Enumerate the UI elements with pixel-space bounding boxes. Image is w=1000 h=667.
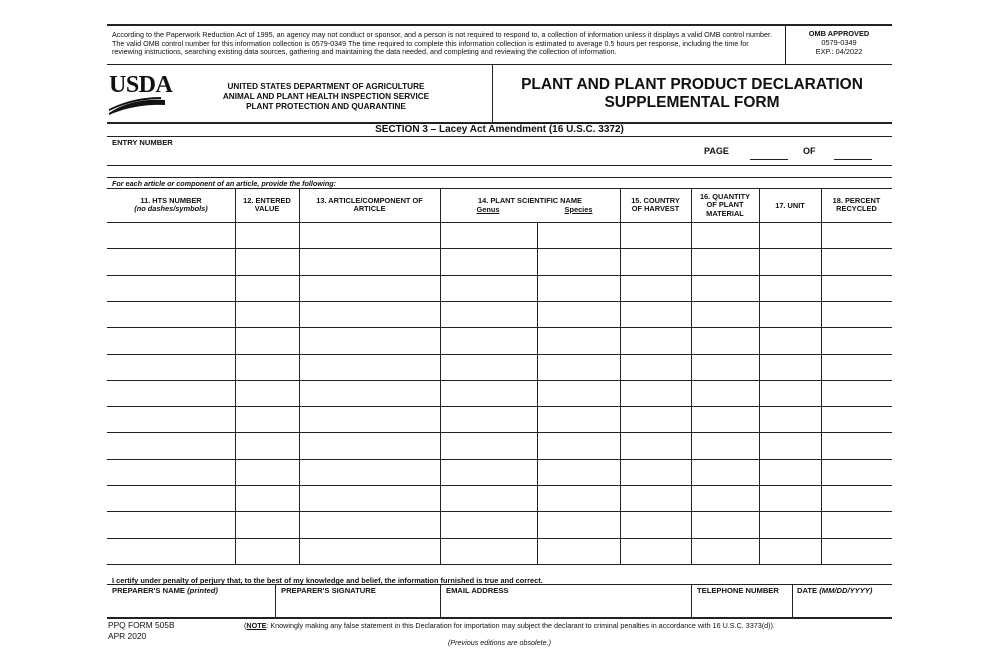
table-cell[interactable] [692, 302, 758, 326]
table-cell[interactable] [108, 276, 234, 300]
page-number-field[interactable] [750, 145, 788, 160]
instruction-text: For each article or component of an article, provide the following: [112, 179, 337, 188]
table-cell[interactable] [692, 276, 758, 300]
table-cell[interactable] [236, 249, 298, 273]
col-header-country [620, 197, 691, 214]
table-row [107, 327, 892, 353]
table-cell[interactable] [236, 512, 298, 536]
table-row [107, 275, 892, 301]
table-cell[interactable] [300, 302, 439, 326]
table-cell[interactable] [621, 512, 690, 536]
table-cell[interactable] [621, 433, 690, 457]
agency-block [210, 82, 442, 111]
table-cell[interactable] [621, 276, 690, 300]
paperwork-notice: According to the Paperwork Reduction Act of 1995, an agency may not conduct or sponsor, and a person is not required to respond to, a collection of information unless it displays a valid OMB control number. The valid OMB control number for this information collection is 0579-0349 The time required to complete this information collection is estimated to average 0.5 hours per response, including the time for reviewing instructions, searching existing data sources, gathering and maintaining the data needed, and completing and reviewing the collection of information. [112, 30, 773, 57]
table-cell[interactable] [692, 328, 758, 352]
preparer-name-suffix: (printed) [187, 586, 218, 595]
table-cell[interactable] [236, 381, 298, 405]
table-cell[interactable] [822, 486, 891, 510]
entry-number-field[interactable] [107, 146, 517, 164]
table-cell[interactable] [300, 249, 439, 273]
table-row [107, 511, 892, 537]
table-cell[interactable] [236, 276, 298, 300]
date-label-text: DATE [797, 586, 818, 595]
table-cell[interactable] [760, 276, 820, 300]
table-cell[interactable] [822, 460, 891, 484]
col-header-article-line-2: ARTICLE [353, 204, 386, 214]
table-row [107, 432, 892, 458]
omb-exp: EXP.: 04/2022 [815, 46, 863, 56]
table-cell[interactable] [538, 433, 619, 457]
table-cell[interactable] [760, 328, 820, 352]
table-cell[interactable] [621, 486, 690, 510]
table-cell[interactable] [621, 460, 690, 484]
usda-logo-text: USDA [109, 72, 173, 98]
entry-bottom-line [107, 165, 892, 166]
table-cell[interactable] [760, 460, 820, 484]
table-cell[interactable] [441, 249, 536, 273]
table-cell[interactable] [108, 460, 234, 484]
table-cell[interactable] [692, 355, 758, 379]
table-cell[interactable] [441, 328, 536, 352]
table-cell[interactable] [441, 486, 536, 510]
table-cell[interactable] [822, 433, 891, 457]
table-cell[interactable] [441, 223, 536, 247]
table-row [107, 406, 892, 432]
section-title-line [107, 136, 892, 137]
table-cell[interactable] [760, 433, 820, 457]
table-cell[interactable] [760, 512, 820, 536]
table-cell[interactable] [300, 486, 439, 510]
table-cell[interactable] [621, 355, 690, 379]
table-cell[interactable] [108, 223, 234, 247]
email-label: EMAIL ADDRESS [446, 586, 509, 595]
table-cell[interactable] [108, 407, 234, 431]
col-header-scientific-name: 14. PLANT SCIENTIFIC NAME [478, 196, 582, 205]
table-cell[interactable] [236, 328, 298, 352]
table-cell[interactable] [822, 328, 891, 352]
table-cell[interactable] [538, 302, 619, 326]
table-row [107, 354, 892, 380]
table-cell[interactable] [692, 512, 758, 536]
agency-line-1: UNITED STATES DEPARTMENT OF AGRICULTURE [227, 82, 425, 91]
table-cell[interactable] [621, 381, 690, 405]
table-cell[interactable] [108, 328, 234, 352]
table-cell[interactable] [538, 276, 619, 300]
table-row [107, 222, 892, 248]
col-header-country-line-1: 15. COUNTRY [631, 196, 680, 205]
table-cell[interactable] [760, 407, 820, 431]
page-label: PAGE [704, 146, 729, 156]
table-cell[interactable] [108, 381, 234, 405]
table-cell[interactable] [300, 328, 439, 352]
table-cell[interactable] [760, 381, 820, 405]
table-cell[interactable] [441, 512, 536, 536]
table-cell[interactable] [822, 381, 891, 405]
col-header-hts-line-1: 11. HTS NUMBER [140, 196, 202, 205]
table-cell[interactable] [441, 460, 536, 484]
table-row [107, 248, 892, 274]
of-label: OF [803, 146, 816, 156]
table-row [107, 380, 892, 406]
preparer-name-label-text: PREPARER'S NAME [112, 586, 185, 595]
table-cell[interactable] [300, 223, 439, 247]
usda-logo [109, 72, 173, 115]
table-cell[interactable] [538, 355, 619, 379]
table-cell[interactable] [621, 539, 690, 563]
table-cell[interactable] [692, 460, 758, 484]
col-header-species: Species [564, 205, 593, 214]
table-cell[interactable] [236, 407, 298, 431]
table-cell[interactable] [108, 512, 234, 536]
table-cell[interactable] [692, 433, 758, 457]
table-top-line [107, 188, 892, 189]
table-cell[interactable] [822, 223, 891, 247]
notice-bottom-line [107, 64, 892, 65]
certification-text: I certify under penalty of perjury that, to the best of my knowledge and belief, the information furnished is true and correct. [112, 576, 543, 585]
col-header-entered-value-line-1: 12. ENTERED [243, 196, 291, 205]
note-line [244, 621, 775, 630]
table-cell[interactable] [108, 302, 234, 326]
table-cell[interactable] [300, 433, 439, 457]
table-row [107, 538, 892, 564]
col-header-quantity-line-3: MATERIAL [706, 208, 744, 218]
col-header-quantity-line-2: OF PLANT [706, 200, 744, 210]
table-cell[interactable] [108, 249, 234, 273]
table-cell[interactable] [538, 512, 619, 536]
table-cell[interactable] [760, 223, 820, 247]
table-cell[interactable] [538, 539, 619, 563]
col-header-percent-recycled [821, 197, 892, 214]
table-cell[interactable] [236, 486, 298, 510]
table-cell[interactable] [300, 355, 439, 379]
col-header-article [299, 197, 440, 214]
table-cell[interactable] [236, 302, 298, 326]
col-header-hts [107, 197, 235, 214]
table-cell[interactable] [822, 355, 891, 379]
omb-title: OMB APPROVED [808, 29, 870, 38]
table-cell[interactable] [822, 276, 891, 300]
table-cell[interactable] [538, 249, 619, 273]
table-cell[interactable] [538, 381, 619, 405]
col-header-article-line-1: 13. ARTICLE/COMPONENT OF [316, 196, 423, 205]
preparer-name-label [112, 586, 218, 595]
table-cell[interactable] [538, 407, 619, 431]
table-row [107, 301, 892, 327]
table-cell[interactable] [441, 355, 536, 379]
table-cell[interactable] [300, 276, 439, 300]
table-cell[interactable] [822, 302, 891, 326]
table-cell[interactable] [300, 539, 439, 563]
table-cell[interactable] [760, 486, 820, 510]
telephone-field[interactable] [692, 595, 791, 616]
table-cell[interactable] [441, 276, 536, 300]
col-header-country-line-2: OF HARVEST [631, 204, 680, 214]
table-bottom-line [107, 564, 892, 565]
signature-top-line [107, 584, 892, 585]
table-cell[interactable] [822, 539, 891, 563]
table-cell[interactable] [621, 249, 690, 273]
table-cell[interactable] [692, 249, 758, 273]
table-cell[interactable] [300, 381, 439, 405]
table-cell[interactable] [692, 407, 758, 431]
signature-bottom-line [107, 617, 892, 619]
table-cell[interactable] [822, 249, 891, 273]
note-label: NOTE [246, 621, 267, 630]
table-cell[interactable] [692, 381, 758, 405]
section-title: SECTION 3 – Lacey Act Amendment (16 U.S.C. 3372) [375, 124, 624, 135]
note-text: : Knowingly making any false statement in this Declaration for importation may subject the declarant to criminal penalties in accordance with 16 U.S.C. 3373(d)). [266, 621, 775, 630]
preparer-name-field[interactable] [108, 595, 274, 616]
col-header-genus: Genus [476, 205, 500, 214]
table-cell[interactable] [538, 460, 619, 484]
agency-line-2: ANIMAL AND PLANT HEALTH INSPECTION SERVICE [222, 91, 430, 101]
preparer-signature-field[interactable] [276, 595, 439, 616]
table-cell[interactable] [108, 539, 234, 563]
table-cell[interactable] [692, 539, 758, 563]
table-cell[interactable] [441, 381, 536, 405]
table-cell[interactable] [692, 223, 758, 247]
col-header-unit: 17. UNIT [775, 201, 805, 210]
entry-number-label: ENTRY NUMBER [112, 138, 173, 147]
omb-number: 0579-0349 [821, 37, 857, 47]
table-cell[interactable] [441, 302, 536, 326]
col-header-quantity [691, 193, 759, 218]
agency-line-3: PLANT PROTECTION AND QUARANTINE [246, 101, 406, 111]
col-header-quantity-line-1: 16. QUANTITY [699, 192, 751, 201]
note-open-paren: ( [244, 621, 247, 630]
table-cell[interactable] [621, 328, 690, 352]
table-cell[interactable] [236, 223, 298, 247]
date-suffix: (MM/DD/YYYY) [819, 586, 873, 595]
table-cell[interactable] [692, 486, 758, 510]
date-field[interactable] [793, 595, 891, 616]
col-header-percent-recycled-line-1: 18. PERCENT [832, 196, 881, 205]
table-cell[interactable] [760, 355, 820, 379]
col-header-entered-value-line-2: VALUE [254, 204, 280, 214]
table-row [107, 459, 892, 485]
form-id-line-2: APR 2020 [108, 630, 147, 641]
table-cell[interactable] [236, 355, 298, 379]
col-header-entered-value [235, 197, 299, 214]
table-cell[interactable] [236, 539, 298, 563]
form-title-line-2: SUPPLEMENTAL FORM [604, 94, 780, 111]
table-cell[interactable] [300, 512, 439, 536]
omb-block [786, 30, 892, 56]
table-row [107, 485, 892, 511]
table-cell[interactable] [760, 539, 820, 563]
col-header-percent-recycled-line-2: RECYCLED [836, 204, 877, 214]
table-cell[interactable] [538, 223, 619, 247]
table-cell[interactable] [760, 249, 820, 273]
table-cell[interactable] [822, 512, 891, 536]
total-pages-field[interactable] [834, 145, 872, 160]
form-title [493, 76, 891, 112]
email-field[interactable] [441, 595, 690, 616]
table-cell[interactable] [538, 486, 619, 510]
table-cell[interactable] [621, 302, 690, 326]
table-cell[interactable] [108, 486, 234, 510]
table-cell[interactable] [108, 355, 234, 379]
table-cell[interactable] [760, 302, 820, 326]
telephone-label: TELEPHONE NUMBER [697, 586, 779, 595]
form-title-line-1: PLANT AND PLANT PRODUCT DECLARATION [521, 76, 863, 93]
table-cell[interactable] [441, 433, 536, 457]
top-border [107, 24, 892, 26]
previous-editions-note: (Previous editions are obsolete.) [447, 638, 552, 647]
col-header-hts-line-2: (no dashes/symbols) [134, 204, 208, 214]
table-cell[interactable] [441, 539, 536, 563]
table-cell[interactable] [300, 460, 439, 484]
table-cell[interactable] [822, 407, 891, 431]
table-cell[interactable] [236, 460, 298, 484]
table-cell[interactable] [621, 407, 690, 431]
instruction-top-line [107, 177, 892, 178]
date-label [797, 586, 872, 595]
table-cell[interactable] [621, 223, 690, 247]
table-cell[interactable] [441, 407, 536, 431]
usda-logo-swoosh-icon [109, 97, 165, 115]
table-cell[interactable] [300, 407, 439, 431]
form-id-line-1: PPQ FORM 505B [108, 620, 175, 630]
preparer-signature-label: PREPARER'S SIGNATURE [281, 586, 376, 595]
table-cell[interactable] [236, 433, 298, 457]
table-cell[interactable] [538, 328, 619, 352]
table-cell[interactable] [108, 433, 234, 457]
